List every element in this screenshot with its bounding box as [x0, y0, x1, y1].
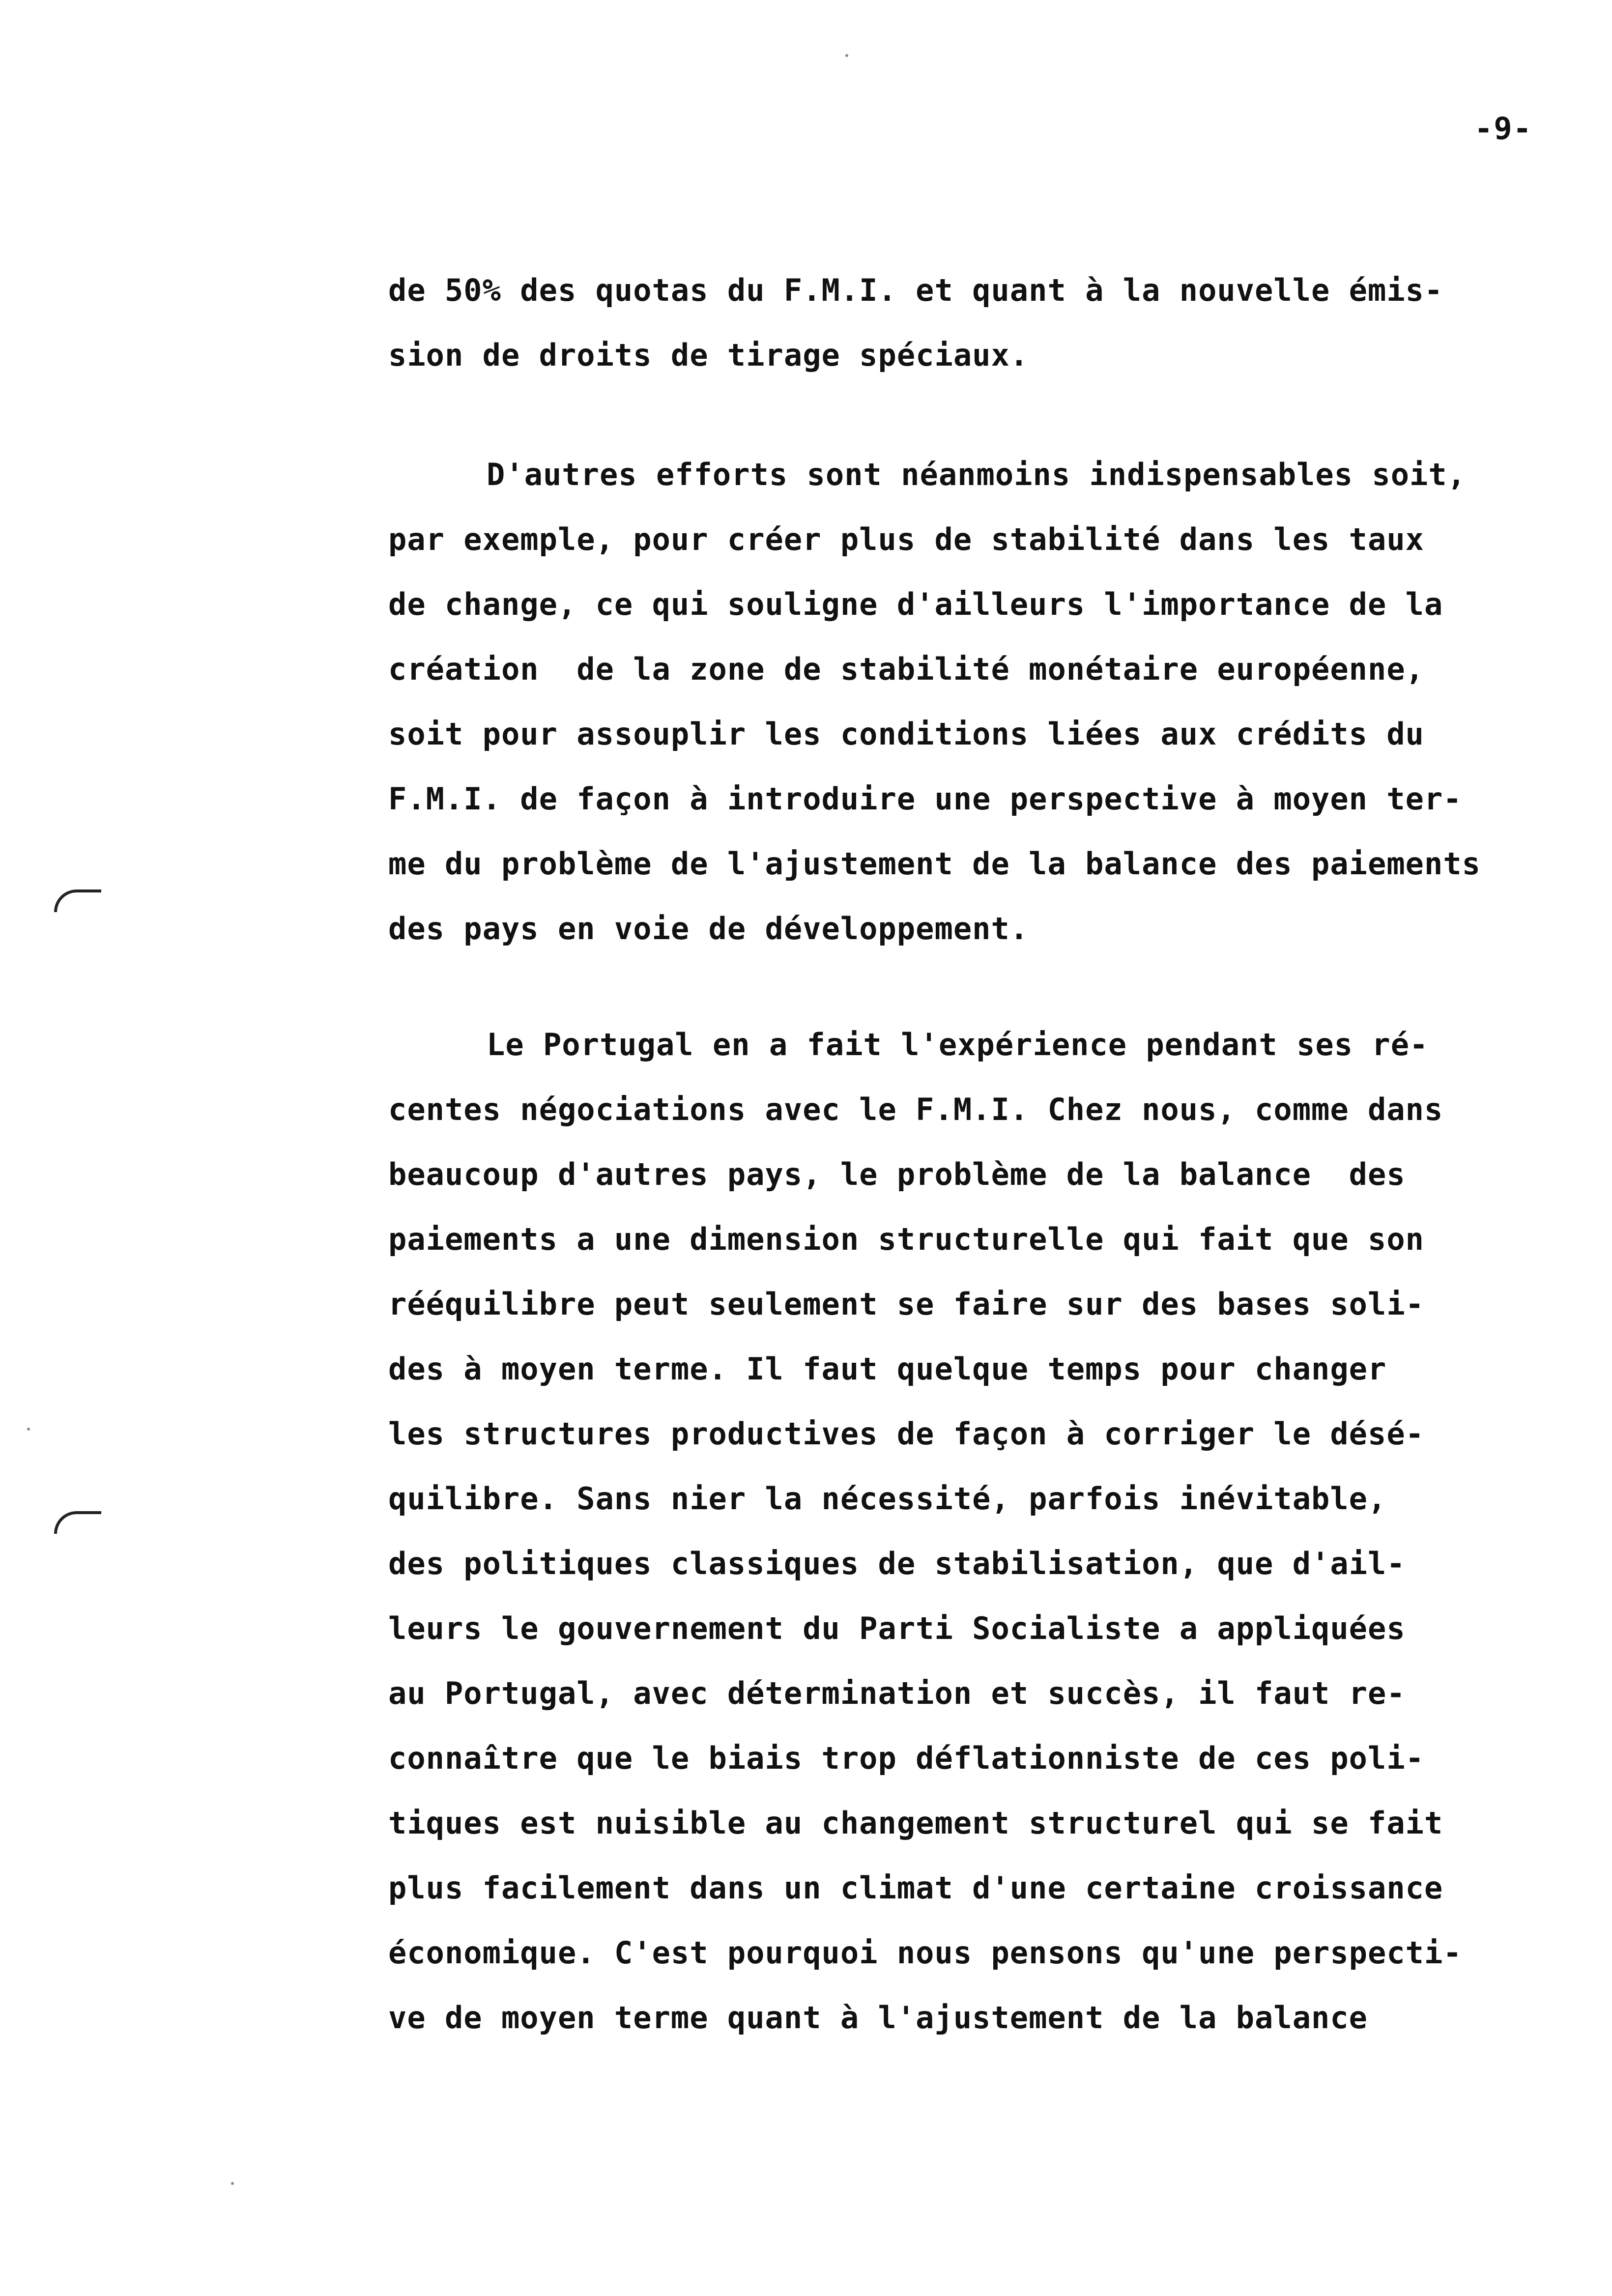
paragraph-line: leurs le gouvernement du Parti Socialiste a appliquées [388, 1610, 1406, 1646]
paragraph-line: beaucoup d'autres pays, le problème de la balance des [388, 1156, 1406, 1192]
paragraph-line: F.M.I. de façon à introduire une perspective à moyen ter- [388, 781, 1462, 817]
paragraph-line: des politiques classiques de stabilisation, que d'ail- [388, 1546, 1406, 1581]
paragraph-line: au Portugal, avec détermination et succès, il faut re- [388, 1675, 1406, 1711]
paragraph-line: économique. C'est pourquoi nous pensons qu'une perspecti- [388, 1935, 1462, 1971]
paragraph-line: plus facilement dans un climat d'une certaine croissance [388, 1870, 1443, 1906]
paragraph-line: des à moyen terme. Il faut quelque temps pour changer [388, 1351, 1387, 1387]
paragraph-line: sion de droits de tirage spéciaux. [388, 337, 1029, 373]
paragraph-line: centes négociations avec le F.M.I. Chez nous, comme dans [388, 1091, 1443, 1127]
paragraph-line: création de la zone de stabilité monétaire européenne, [388, 651, 1424, 687]
paragraph-1 [388, 258, 1558, 388]
paragraph-line: les structures productives de façon à corriger le désé- [388, 1416, 1424, 1452]
binder-hole-mark [54, 890, 101, 912]
paragraph-line: soit pour assouplir les conditions liées aux crédits du [388, 716, 1424, 752]
paragraph-line: rééquilibre peut seulement se faire sur des bases soli- [388, 1286, 1424, 1322]
paragraph-line: quilibre. Sans nier la nécessité, parfois inévitable, [388, 1481, 1387, 1517]
paragraph-line: Le Portugal en a fait l'expérience pendant ses ré- [487, 1027, 1429, 1062]
paragraph-line: ve de moyen terme quant à l'ajustement de la balance [388, 2000, 1368, 2036]
scan-speck [27, 1428, 30, 1431]
scan-speck [231, 2182, 234, 2185]
paragraph-line: des pays en voie de développement. [388, 911, 1029, 947]
paragraph-line: connaître que le biais trop déflationniste de ces poli- [388, 1740, 1424, 1776]
binder-hole-mark [54, 1511, 101, 1534]
paragraph-2 [388, 442, 1558, 961]
paragraph-line: tiques est nuisible au changement structurel qui se fait [388, 1805, 1443, 1841]
paragraph-line: par exemple, pour créer plus de stabilité dans les taux [388, 521, 1424, 557]
paragraph-line: paiements a une dimension structurelle qui fait que son [388, 1221, 1424, 1257]
paragraph-line: de change, ce qui souligne d'ailleurs l'importance de la [388, 586, 1443, 622]
page-number: -9- [1474, 111, 1532, 146]
paragraph-line: D'autres efforts sont néanmoins indispensables soit, [487, 457, 1467, 492]
paragraph-line: me du problème de l'ajustement de la balance des paiements [388, 846, 1481, 882]
scan-speck [845, 54, 848, 57]
paragraph-3 [388, 1012, 1558, 2050]
paragraph-line: de 50% des quotas du F.M.I. et quant à la nouvelle émis- [388, 272, 1443, 308]
